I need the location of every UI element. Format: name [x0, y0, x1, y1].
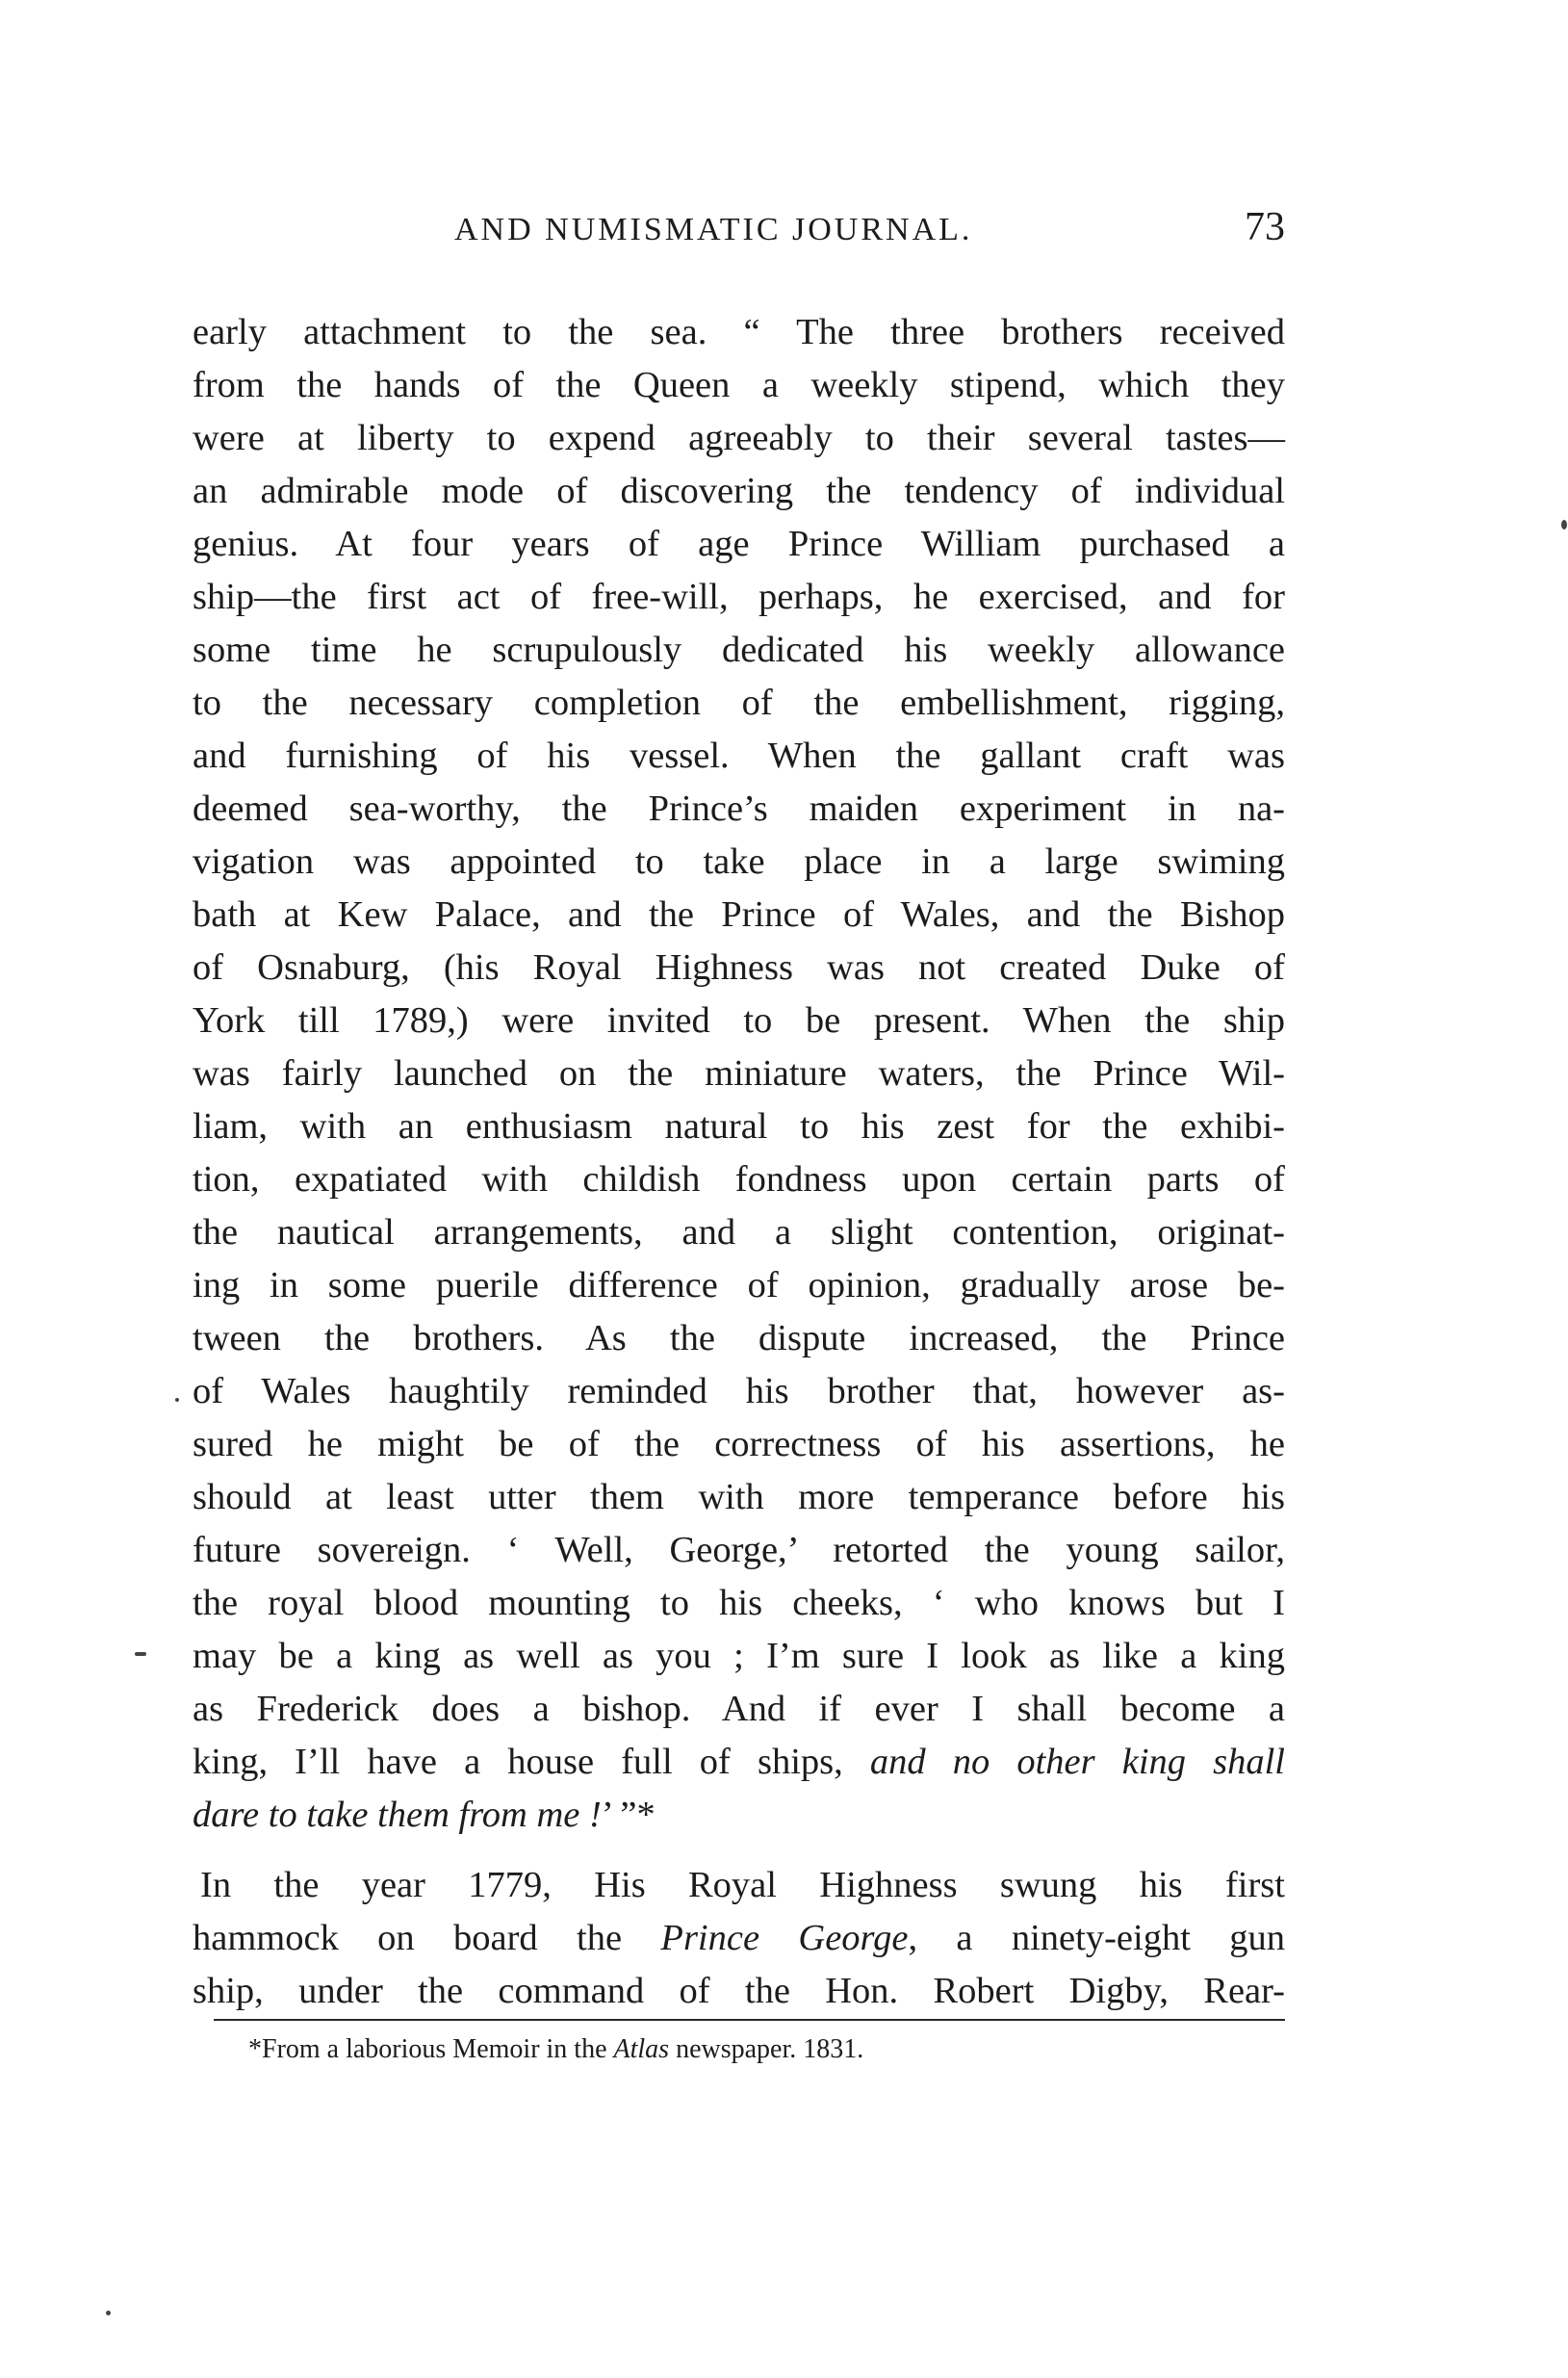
- text-line: bath at Kew Palace, and the Prince of Wales, and the Bishop: [193, 894, 1285, 935]
- text-line: ship, under the command of the Hon. Robert Digby, Rear-: [193, 1971, 1285, 2011]
- text-line: York till 1789,) were invited to be present. When the ship: [193, 1000, 1285, 1041]
- text-line: an admirable mode of discovering the tendency of individual: [193, 471, 1285, 511]
- ship-name: Prince George: [660, 1918, 909, 1958]
- text-line: as Frederick does a bishop. And if ever I shall become a: [193, 1689, 1285, 1729]
- text-line: [193, 1736, 1285, 1789]
- text-line: liam, with an enthusiasm natural to his zest for the exhibi-: [193, 1106, 1285, 1147]
- text-line: tion, expatiated with childish fondness upon certain parts of: [193, 1159, 1285, 1200]
- text-line: the nautical arrangements, and a slight contention, originat-: [193, 1212, 1285, 1253]
- text-line: should at least utter them with more temperance before his: [193, 1477, 1285, 1517]
- page-header: [193, 204, 1285, 262]
- text-line: ship—the first act of free-will, perhaps, he exercised, and for: [193, 577, 1285, 617]
- text-line: some time he scrupulously dedicated his weekly allowance: [193, 630, 1285, 670]
- paragraph-2: [193, 1859, 1285, 2018]
- text-line: the royal blood mounting to his cheeks, ‘ who knows but I: [193, 1583, 1285, 1623]
- text-line: may be a king as well as you ; I’m sure I look as like a king: [193, 1636, 1285, 1676]
- scan-speck: [106, 2311, 111, 2315]
- text-line: genius. At four years of age Prince William purchased a: [193, 524, 1285, 564]
- footnote-text: newspaper. 1831.: [669, 2034, 864, 2064]
- text-line: of Osnaburg, (his Royal Highness was not created Duke of: [193, 947, 1285, 988]
- text-line: In the year 1779, His Royal Highness swung his first: [200, 1865, 1285, 1905]
- footnote: [248, 2034, 863, 2065]
- footnote-text: *From a laborious Memoir in the: [248, 2034, 614, 2064]
- footnote-rule: [214, 2019, 1285, 2021]
- scan-speck: [1561, 520, 1567, 530]
- text-line: and furnishing of his vessel. When the gallant craft was: [193, 736, 1285, 776]
- body-text: [193, 306, 1285, 2018]
- text-line: to the necessary completion of the embellishment, rigging,: [193, 683, 1285, 723]
- paragraph-1: [193, 306, 1285, 1842]
- text-line: deemed sea-worthy, the Prince’s maiden experiment in na-: [193, 788, 1285, 829]
- text-line: [193, 1912, 1285, 1965]
- text-segment: hammock on board the: [193, 1918, 661, 1958]
- text-segment: king, I’ll have a house full of ships,: [193, 1742, 870, 1782]
- scan-speck: [135, 1652, 146, 1656]
- footnote-marker: ’ ”*: [601, 1795, 655, 1835]
- text-line: were at liberty to expend agreeably to their several tastes—: [193, 418, 1285, 458]
- text-line: [193, 1789, 1285, 1842]
- scan-speck: [175, 1398, 179, 1402]
- italic-quote: dare to take them from me !: [193, 1795, 602, 1835]
- italic-quote: and no other king shall: [869, 1742, 1286, 1782]
- text-line: sured he might be of the correctness of his assertions, he: [193, 1424, 1285, 1464]
- running-head: AND NUMISMATIC JOURNAL.: [454, 212, 973, 247]
- text-line: tween the brothers. As the dispute increased, the Prince: [193, 1318, 1285, 1358]
- text-line: early attachment to the sea. “ The three brothers received: [193, 312, 1285, 352]
- text-line: from the hands of the Queen a weekly stipend, which they: [193, 365, 1285, 405]
- text-segment: , a ninety-eight gun: [908, 1918, 1285, 1958]
- text-line: was fairly launched on the miniature waters, the Prince Wil-: [193, 1053, 1285, 1094]
- newspaper-title: Atlas: [613, 2034, 670, 2064]
- text-line: future sovereign. ‘ Well, George,’ retorted the young sailor,: [193, 1530, 1285, 1570]
- page-number: 73: [1245, 205, 1285, 249]
- text-line: ing in some puerile difference of opinion, gradually arose be-: [193, 1265, 1285, 1305]
- text-line: of Wales haughtily reminded his brother that, however as-: [193, 1371, 1285, 1411]
- text-line: vigation was appointed to take place in a large swiming: [193, 841, 1285, 882]
